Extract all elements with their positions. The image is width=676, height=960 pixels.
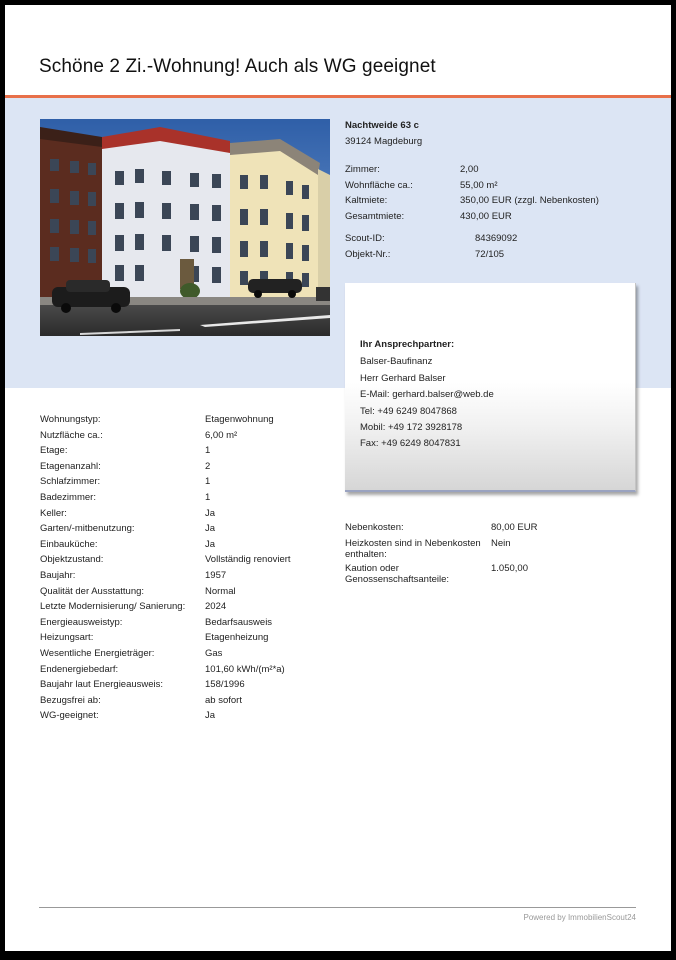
detail-value: Gas — [205, 647, 223, 659]
address-city: 39124 Magdeburg — [345, 136, 423, 147]
detail-value: Etagenheizung — [205, 632, 269, 644]
detail-label: Nutzfläche ca.: — [40, 429, 103, 441]
cost-value: Nein — [491, 538, 511, 549]
detail-label: Bezugsfrei ab: — [40, 694, 101, 706]
fact-value: 430,00 EUR — [460, 210, 512, 222]
detail-label: Qualität der Ausstattung: — [40, 585, 145, 597]
contact-fax: Fax: +49 6249 8047831 — [360, 438, 461, 450]
id-label: Objekt-Nr.: — [345, 248, 391, 260]
detail-label: Schlafzimmer: — [40, 476, 101, 488]
detail-label: Badezimmer: — [40, 491, 96, 503]
detail-label: Etage: — [40, 445, 68, 457]
detail-value: 1 — [205, 445, 211, 457]
id-value: 72/105 — [475, 248, 505, 260]
property-address — [345, 118, 422, 150]
id-value: 84369092 — [475, 233, 518, 244]
detail-value: Ja — [205, 538, 216, 550]
detail-label: Etagenanzahl: — [40, 460, 101, 472]
detail-value: Vollständig renoviert — [205, 554, 291, 566]
detail-value: 1 — [205, 491, 211, 503]
cost-label — [345, 523, 404, 534]
detail-value: Etagenwohnung — [205, 414, 274, 425]
id-label: Scout-ID: — [345, 233, 385, 244]
contact-mobile[interactable]: Mobil: +49 172 3928178 — [360, 422, 463, 434]
detail-value: ab sofort — [205, 694, 242, 706]
fact-label: Kaltmiete: — [345, 195, 388, 207]
cost-label-line1: Heizkosten sind in Nebenkosten — [345, 538, 481, 549]
detail-value: 2 — [205, 460, 211, 472]
detail-label: Objektzustand: — [40, 554, 104, 566]
detail-label: Energieausweistyp: — [40, 616, 123, 628]
contact-email[interactable]: E-Mail: gerhard.balser@web.de — [360, 389, 494, 401]
contact-company: Balser-Baufinanz — [360, 356, 433, 368]
fact-label: Zimmer: — [345, 164, 380, 175]
cost-label-line1: Kaution oder — [345, 563, 399, 574]
detail-label: Keller: — [40, 507, 67, 519]
detail-value: Ja — [205, 523, 216, 535]
footer-credit: Powered by ImmobilienScout24 — [523, 913, 636, 922]
cost-label — [345, 564, 449, 585]
fact-value: 350,00 EUR (zzgl. Nebenkosten) — [460, 195, 599, 207]
detail-value: 158/1996 — [205, 679, 245, 691]
property-photo — [40, 119, 330, 336]
expose-page — [5, 5, 671, 951]
fact-value: 2,00 — [460, 164, 479, 175]
detail-value: 1957 — [205, 569, 227, 581]
contact-phone[interactable]: Tel: +49 6249 8047868 — [360, 405, 457, 417]
detail-label: Einbauküche: — [40, 538, 98, 550]
cost-label — [345, 539, 481, 560]
detail-value: Ja — [205, 710, 216, 722]
cost-label-line1: Nebenkosten: — [345, 522, 404, 533]
detail-label: Wohnungstyp: — [40, 414, 101, 425]
detail-label: WG-geeignet: — [40, 710, 99, 722]
detail-label: Letzte Modernisierung/ Sanierung: — [40, 601, 186, 613]
fact-label: Wohnfläche ca.: — [345, 179, 413, 191]
contact-name: Herr Gerhard Balser — [360, 372, 446, 384]
detail-value: 2024 — [205, 601, 227, 613]
detail-value: 1 — [205, 476, 211, 488]
fact-label: Gesamtmiete: — [345, 210, 405, 222]
detail-value: Bedarfsausweis — [205, 616, 273, 628]
detail-label: Wesentliche Energieträger: — [40, 647, 155, 659]
cost-label-line2: Genossenschaftsanteile: — [345, 573, 450, 585]
detail-value: Normal — [205, 585, 236, 597]
footer-divider — [39, 907, 636, 908]
fact-value: 55,00 m² — [460, 179, 498, 191]
detail-label: Heizungsart: — [40, 632, 94, 644]
detail-value: 101,60 kWh/(m²*a) — [205, 663, 285, 675]
detail-label: Garten/-mitbenutzung: — [40, 523, 135, 535]
detail-value: Ja — [205, 507, 216, 519]
cost-value: 1.050,00 — [491, 563, 528, 574]
address-street: Nachtweide 63 c — [345, 120, 419, 131]
cost-value: 80,00 EUR — [491, 522, 538, 533]
cost-label-line2: enthalten: — [345, 548, 387, 560]
detail-label: Endenergiebedarf: — [40, 663, 119, 675]
detail-value: 6,00 m² — [205, 429, 238, 441]
detail-label: Baujahr laut Energieausweis: — [40, 679, 164, 691]
contact-card — [345, 283, 636, 492]
contact-heading: Ihr Ansprechpartner: — [360, 339, 455, 350]
listing-title: Schöne 2 Zi.-Wohnung! Auch als WG geeignet — [39, 56, 436, 77]
detail-label: Baujahr: — [40, 569, 76, 581]
